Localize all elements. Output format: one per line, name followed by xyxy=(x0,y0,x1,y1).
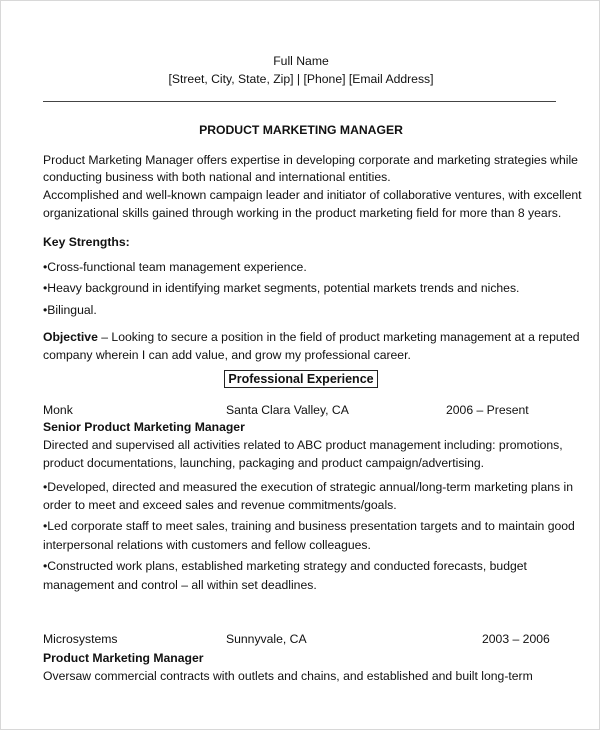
job-role: Product Marketing Manager xyxy=(43,651,204,665)
objective-label: Objective xyxy=(43,330,98,344)
experience-heading-wrap xyxy=(1,370,600,388)
job-line: Directed and supervised all activities related to ABC product management including: promotions, xyxy=(43,438,563,452)
summary-line: Product Marketing Manager offers expertise in developing corporate and marketing strategies while xyxy=(43,153,578,167)
job-line: •Constructed work plans, established marketing strategy and conducted forecasts, budget xyxy=(43,559,527,573)
job-line: •Led corporate staff to meet sales, training and business presentation targets and to maintain good xyxy=(43,519,575,533)
job-line: interpersonal relations with customers and fellow colleagues. xyxy=(43,538,371,552)
objective-line xyxy=(43,330,580,345)
job-location: Santa Clara Valley, CA xyxy=(226,403,349,417)
job-company: Monk xyxy=(43,403,73,417)
job-line: order to meet and exceed sales and revenue commitments/goals. xyxy=(43,498,397,512)
job-line: •Developed, directed and measured the execution of strategic annual/long-term marketing plans in xyxy=(43,480,573,494)
summary-line: organizational skills gained through working in the product marketing field for more than 8 years. xyxy=(43,206,562,220)
header-divider xyxy=(43,101,556,102)
key-strengths-heading: Key Strengths: xyxy=(43,235,130,249)
job-role: Senior Product Marketing Manager xyxy=(43,420,245,434)
job-dates: 2003 – 2006 xyxy=(482,632,550,646)
job-company: Microsystems xyxy=(43,632,118,646)
contact-line: [Street, City, State, Zip] | [Phone] [Email Address] xyxy=(168,72,434,86)
objective-text: – Looking to secure a position in the field of product marketing management at a reputed xyxy=(97,330,580,344)
experience-heading: Professional Experience xyxy=(224,370,377,388)
full-name: Full Name xyxy=(273,54,329,68)
job-line: management and control – all within set deadlines. xyxy=(43,578,317,592)
strength-item: •Heavy background in identifying market segments, potential markets trends and niches. xyxy=(43,281,520,295)
strength-item: •Bilingual. xyxy=(43,303,97,317)
summary-line: conducting business with both national and international entities. xyxy=(43,170,391,184)
strength-item: •Cross-functional team management experience. xyxy=(43,260,307,274)
job-dates: 2006 – Present xyxy=(446,403,529,417)
job-title: PRODUCT MARKETING MANAGER xyxy=(199,123,403,137)
job-location: Sunnyvale, CA xyxy=(226,632,307,646)
objective-line: company wherein I can add value, and grow my professional career. xyxy=(43,348,411,362)
summary-line: Accomplished and well-known campaign leader and initiator of collaborative ventures, with excellent xyxy=(43,188,582,202)
job-line: product documentations, launching, packaging and product campaign/advertising. xyxy=(43,456,485,470)
job-line: Oversaw commercial contracts with outlets and chains, and established and built long-term xyxy=(43,669,533,683)
